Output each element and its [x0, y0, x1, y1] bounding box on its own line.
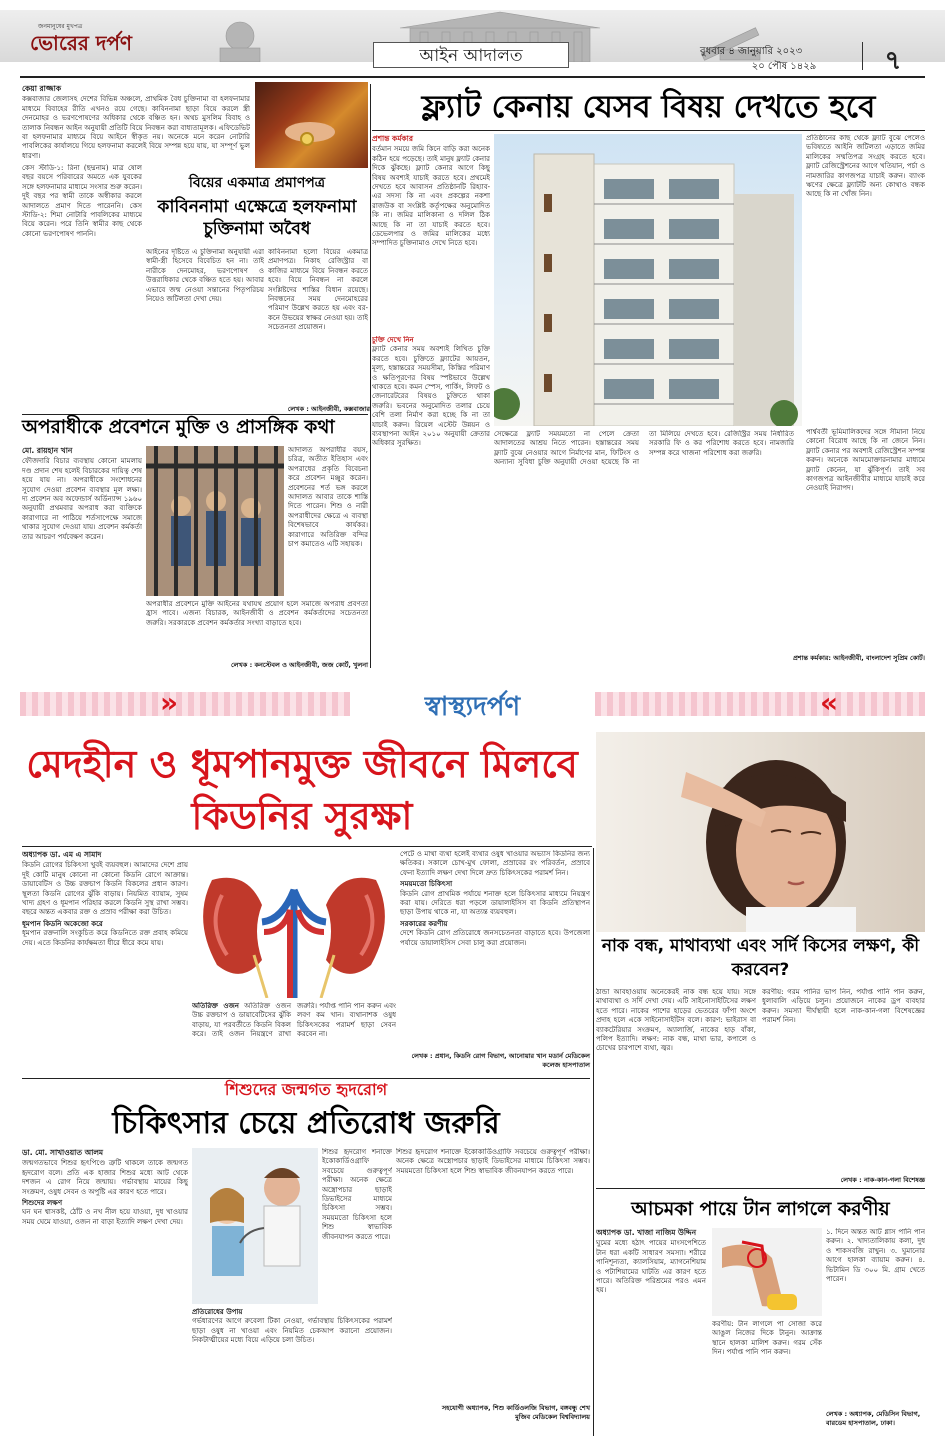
masthead [0, 0, 945, 84]
apartment-building-drawing [494, 134, 802, 426]
kabin-col-1 [22, 84, 250, 162]
kidney-text-4: পেটে ও মাথা ব্যথা হলেই ব্যথার ওষুধ খাওয়ার অভ্যাস কিডনির জন্য ক্ষতিকর। সকালে চোখ-মুখ ফোলা, প্রস্রাবের রং পরিবর্তন, প্রস্রাবে ফেনা ইত্যাদি লক্ষণ দেখা দিলে দ্রুত চিকিৎসকের পরামর্শ নিন। [400, 850, 590, 877]
kidney-drawing [192, 850, 396, 998]
flat-col-5 [806, 428, 925, 648]
kabin-col-3 [146, 248, 264, 412]
kabin-author: লেখক : আইনজীবী, কক্সবাজার [287, 405, 370, 413]
heart-sub-2: প্রতিরোধের উপায় [192, 1308, 243, 1316]
date-divider [862, 42, 863, 70]
kidney-text-2: ধূমপান রক্তনালি সংকুচিত করে কিডনিতে রক্ত প্রবাহ কমিয়ে দেয়। এতে কিডনির কার্যক্ষমতা ধীরে ধীরে কমে যায়। [22, 929, 188, 947]
banner-left-strip [20, 692, 350, 716]
heart-author: সহযোগী অধ্যাপক, শিশু কার্ডিওলজি বিভাগ, বঙ্গবন্ধু শেখ মুজিব মেডিকেল বিশ্ববিদ্যালয় [441, 1404, 590, 1421]
kidney-sub-2: অতিরিক্ত ওজন [192, 1002, 239, 1010]
heart-col-2 [322, 1148, 392, 1304]
flat-col-1 [372, 134, 490, 334]
vertical-divider-mid [593, 848, 594, 1436]
offender-text-1: ফৌজদারি বিচার ব্যবস্থায় কোনো মামলায় দণ্ড প্রদান শেষ হলেই বিচারকের দায়িত্ব শেষ হয়ে যায় না। অপরাধীকে সংশোধনের সুযোগ দেওয়া প্রবেশন ব্যবস্থার মূল লক্ষ্য। দ্য প্রবেশন অব অফেন্ডার্স অর্ডিন্যান্স ১৯৬০ অনুযায়ী প্রথমবার অপরাধ করা ব্যক্তিকে কারাগারে না পাঠিয়ে শর্তসাপেক্ষে সমাজে থাকার সুযোগ দেওয়া যায়। প্রবেশন কর্মকর্তা তার আচরণ পর্যবেক্ষণ করেন। [22, 457, 142, 541]
offender-text-2: আদালত অপরাধীর বয়স, চরিত্র, অতীত ইতিহাস এবং অপরাধের প্রকৃতি বিবেচনা করে প্রবেশন মঞ্জুর করেন। প্রবেশনের শর্ত ভঙ্গ করলে আদালত আবার তাকে শাস্তি দিতে পারেন। শিশু ও নারী অপরাধীদের ক্ষেত্রে এ ব্যবস্থা বিশেষভাবে কার্যকর। কারাগারে অতিরিক্ত বন্দির চাপ কমাতেও এটি সহায়ক। [288, 446, 368, 549]
masthead-tagline: জনমানুষের মুখপত্র [38, 23, 83, 30]
flat-text-1: বর্তমান সময়ে জমি কিনে বাড়ি করা অনেক কঠিন হয়ে পড়েছে। তাই মানুষ ফ্ল্যাট কেনার দিকে ঝুঁকছে। ফ্ল্যাট কেনার আগে কিছু বিষয় অবশ্যই যাচাই করতে হবে। প্রথমেই দেখতে হবে আবাসন প্রতিষ্ঠানটি রিহ্যাব-এর সদস্য কি না এবং প্রকল্পের নকশা রাজউক বা সংশ্লিষ্ট কর্তৃপক্ষের অনুমোদিত কি না। জমির মালিকানা ও দলিল ঠিক আছে কি না তা যাচাই করতে হবে। ডেভেলপার ও জমির মালিকের মধ্যে সম্পাদিত চুক্তিনামাও দেখে নিতে হবে। [372, 145, 490, 248]
kabin-col-4 [268, 248, 368, 403]
heart-col-1 [22, 1148, 188, 1438]
woman-headache-drawing [596, 732, 925, 932]
apartment-building-photo [494, 134, 802, 426]
kabin-kicker: বিয়ের একমাত্র প্রমাণপত্র [188, 175, 326, 191]
kidney-col-1 [22, 850, 188, 1076]
kidney-sub-1: ধূমপান কিডনি অকেজো করে [22, 919, 103, 928]
cramp-col-2 [712, 1320, 822, 1438]
kidney-illustration [192, 850, 396, 998]
wedding-photo [255, 82, 368, 168]
flat-col-3 [494, 430, 794, 656]
doctor-child-drawing [192, 1148, 318, 1304]
kabin-text-1: কক্সবাজার জেলাসহ দেশের বিভিন্ন অঞ্চলে, প্রাথমিক বৈধ চুক্তিনামা বা হলফনামার মাধ্যমে বিবাহের রীতি এখনও রয়ে গেছে। কাবিননামা ছাড়া বিয়ে করলে স্ত্রী দেনমোহর ও ভরণপোষণের অধিকার থেকে বঞ্চিত হন। অথচ মুসলিম বিবাহ ও তালাক নিবন্ধন আইন অনুযায়ী প্রতিটি বিয়ে নিবন্ধন করা বাধ্যতামূলক। এফিডেভিট বা হলফনামার মাধ্যমে বিয়ে আইনে স্বীকৃত নয়। অনেকে মনে করেন নোটারি পাবলিকের কার্যালয়ে গিয়ে হলফনামা করলেই বিয়ে সম্পন্ন হয়ে যায়, যা সম্পূর্ণ ভুল ধারণা। [22, 95, 250, 160]
heart-col-3 [192, 1308, 392, 1436]
cold-text-3: করণীয়: গরম পানির ভাপ নিন, পর্যাপ্ত পানি পান করুন, ধুলাবালি এড়িয়ে চলুন। প্রয়োজনে নাকের ড্রপ ব্যবহার করুন। সমস্যা দীর্ঘস্থায়ী হলে নাক-কান-গলা বিশেষজ্ঞের পরামর্শ নিন। [762, 988, 925, 1025]
cold-text-2: কারণ: ভাইরাস বা ব্যাকটেরিয়ার সংক্রমণ, অ্যালার্জি, নাকের হাড় বাঁকা, পলিপ ইত্যাদি। লক্ষণ: নাক বন্ধ, মাথা ভার, কপালে ও চোখের চারপাশে ব্যথা, জ্বর। [596, 1016, 756, 1053]
kidney-text-3: অতিরিক্ত ওজন উচ্চ রক্তচাপ ও ডায়াবেটিসের ঝুঁকি বাড়ায়, যা পরবর্তীতে কিডনি বিকল করে। তাই ওজন নিয়ন্ত্রণে রাখা জরুরি। পর্যাপ্ত পানি পান করুন এবং লবণ কম খান। ব্যথানাশক ওষুধ চিকিৎসকের পরামর্শ ছাড়া সেবন করবেন না। [192, 1002, 396, 1039]
heart-col-4 [396, 1148, 590, 1398]
cold-col-1 [596, 988, 756, 1182]
kabin-text-4: কাবিননামা হলো বিয়ের একমাত্র প্রমাণপত্র। নিকাহ রেজিস্ট্রার বা কাজির মাধ্যমে বিয়ে নিবন্ধন করতে হবে। বিয়ে নিবন্ধন না করলে সংশ্লিষ্টদের শাস্তির বিধান রয়েছে। নিবন্ধনের সময় দেনমোহরের পরিমাণ উল্লেখ করতে হয় এবং বর-কনে উভয়ের স্বাক্ষর নেওয়া হয়। তাই সচেতনতা প্রয়োজন। [268, 248, 368, 332]
prison-illustration [146, 446, 284, 596]
heart-byline: ডা. মো. সাখাওয়াত আলম [22, 1148, 104, 1157]
cold-headline: নাক বন্ধ, মাথাব্যথা এবং সর্দি কিসের লক্ষণ, কী করবেন? [601, 936, 920, 980]
cramp-text-1: ঘুমের মধ্যে হঠাৎ পায়ের মাংসপেশিতে টান ধরা একটি সাধারণ সমস্যা। শরীরে পানিশূন্যতা, ক্যালসিয়াম, ম্যাগনেশিয়াম ও পটাশিয়ামের ঘাটতি এর কারণ হতে পারে। অতিরিক্ত পরিশ্রমের পরও এমন হয়। [596, 1239, 706, 1295]
flat-col-2 [372, 336, 490, 656]
kidney-headline: মেদহীন ও ধূমপানমুক্ত জীবনে মিলবে কিডনির সুরক্ষা [26, 742, 578, 838]
cramp-top-rule [596, 1188, 925, 1189]
flat-byline: প্রশান্ত কর্মকার [372, 134, 413, 143]
flat-text-2: ফ্ল্যাট কেনার সময় অবশ্যই লিখিত চুক্তি করতে হবে। চুক্তিতে ফ্ল্যাটের আয়তন, মূল্য, হস্তান্তরের সময়সীমা, কিস্তির পরিমাণ ও ক্ষতিপূরণের বিষয় স্পষ্টভাবে উল্লেখ থাকতে হবে। কমন স্পেস, পার্কিং, লিফট ও জেনারেটরের বিষয়ও চুক্তিতে থাকা জরুরি। ভবনের অনুমোদিত তলার চেয়ে বেশি তলা নির্মাণ করা হচ্ছে কি না তা যাচাই করুন। রিয়েল এস্টেট উন্নয়ন ও ব্যবস্থাপনা আইন ২০১০ অনুযায়ী ক্রেতার অধিকার সুরক্ষিত। [372, 345, 490, 448]
date-line-1: বুধবার ৪ জানুয়ারি ২০২৩ [700, 46, 803, 57]
chevron-left-icon: » [160, 686, 179, 719]
heart-sub-1: শিশুদের লক্ষণ [22, 1199, 63, 1208]
masthead-rule [20, 76, 925, 78]
kabin-headline: কাবিননামা এক্ষেত্রে হলফনামা চুক্তিনামা অবৈধ [157, 197, 357, 239]
vertical-divider-top [370, 84, 371, 668]
cramp-author: লেখক : অধ্যাপক, মেডিসিন বিভাগ, বারডেম হাসপাতাল, ঢাকা। [826, 1410, 921, 1427]
date-line-2: ২০ পৌষ ১৪২৯ [751, 61, 817, 72]
kidney-col-4 [400, 850, 590, 1076]
cramp-headline: আচমকা পায়ে টান লাগলে করণীয় [631, 1198, 890, 1220]
heart-text-3: গর্ভধারণের আগে রুবেলা টিকা নেওয়া, গর্ভাবস্থায় চিকিৎসকের পরামর্শ ছাড়া ওষুধ না খাওয়া এবং নিয়মিত চেকআপ করানো প্রয়োজন। নিকটাত্মীয়ের মধ্যে বিয়ে এড়িয়ে চলা উচিত। [192, 1317, 392, 1345]
cold-text-1: ঠান্ডা আবহাওয়ায় অনেকেরই নাক বন্ধ হয়ে যায়। সঙ্গে মাথাব্যথা ও সর্দি দেখা দেয়। এটি সাইনোসাইটিসের লক্ষণ হতে পারে। নাকের পাশের হাড়ের ভেতরের ফাঁপা অংশে প্রদাহ হলে একে সাইনোসাইটিস বলে। [596, 988, 756, 1025]
kidney-headline-rule [22, 846, 592, 847]
flat-author: প্রশান্ত কর্মকার: আইনজীবী, বাংলাদেশ সুপ্রিম কোর্ট। [792, 654, 925, 662]
leg-cramp-drawing [712, 1228, 822, 1316]
kidney-text-5: কিডনি রোগ প্রাথমিক পর্যায়ে শনাক্ত হলে চিকিৎসার মাধ্যমে নিয়ন্ত্রণ করা যায়। দেরিতে ধরা পড়লে ডায়ালাইসিস বা কিডনি প্রতিস্থাপন ছাড়া উপায় থাকে না, যা অত্যন্ত ব্যয়বহুল। [400, 889, 590, 917]
flat-col-4 [806, 134, 925, 424]
heart-kicker: শিশুদের জন্মগত হৃদরোগ [224, 1080, 388, 1099]
offender-byline: মো. রায়হান খান [22, 446, 73, 455]
health-banner [20, 676, 925, 732]
offender-col-3 [146, 600, 368, 656]
kidney-byline: অধ্যাপক ডা. এম এ সামাদ [22, 850, 102, 859]
doctor-child-photo [192, 1148, 318, 1304]
heart-text-1: জন্মগতভাবে শিশুর হৃৎপিণ্ডে ত্রুটি থাকলে তাকে জন্মগত হৃদরোগ বলে। প্রতি এক হাজার শিশুর মধ্যে আট থেকে দশজন এ রোগ নিয়ে জন্মায়। গর্ভাবস্থায় মায়ের কিছু সংক্রমণ, ওষুধ সেবন ও অপুষ্টি এর কারণ হতে পারে। [22, 1159, 188, 1196]
health-banner-title: স্বাস্থ্যদর্পণ [424, 692, 521, 722]
kidney-text-6: দেশে কিডনি রোগ প্রতিরোধে জনসচেতনতা বাড়াতে হবে। উপজেলা পর্যায়ে ডায়ালাইসিস সেবা চালু করা প্রয়োজন। [400, 929, 590, 947]
kidney-text-1: কিডনি রোগের চিকিৎসা খুবই ব্যয়বহুল। আমাদের দেশে প্রায় দুই কোটি মানুষ কোনো না কোনো কিডনি রোগে আক্রান্ত। ডায়াবেটিস ও উচ্চ রক্তচাপ কিডনি বিকলের প্রধান কারণ। স্থূলতা কিডনি রোগের ঝুঁকি বাড়ায়। নিয়মিত ব্যায়াম, সুষম খাদ্য গ্রহণ ও ধূমপান পরিহার করলে কিডনি সুস্থ রাখা সম্ভব। বছরে অন্তত একবার রক্ত ও প্রস্রাব পরীক্ষা করা উচিত। [22, 861, 188, 917]
cramp-byline: অধ্যাপক ডা. খাজা নাজিম উদ্দিন [596, 1228, 697, 1237]
kidney-sub-4: সরকারের করণীয় [400, 919, 448, 928]
heart-top-rule [22, 1078, 590, 1079]
flat-sub-1: চুক্তি দেখে নিন [372, 336, 414, 344]
heart-text-1b: ঘন ঘন শ্বাসকষ্ট, ঠোঁট ও নখ নীল হয়ে যাওয়া, দুধ খাওয়ার সময় ঘেমে যাওয়া, ওজন না বাড়া ইত্যাদি লক্ষণ দেখা দেয়। [22, 1208, 188, 1226]
cramp-col-3 [826, 1228, 925, 1418]
kabin-text-3: আইনের দৃষ্টিতে এ চুক্তিনামা অনুযায়ী এরা স্বামী-স্ত্রী হিসেবে বিবেচিত হন না। তাই নারীকে দেনমোহর, ভরণপোষণ ও উত্তরাধিকার থেকে বঞ্চিত হতে হয়। আবার এভাবে জন্ম নেওয়া সন্তানের পিতৃপরিচয় নিয়েও জটিলতা দেখা দেয়। [146, 248, 264, 304]
section-title: আইন আদালত [419, 46, 523, 66]
offender-top-rule [22, 414, 368, 415]
cramp-text-3: ১. দিনে অন্তত আট গ্লাস পানি পান করুন। ২. খাদ্যতালিকায় কলা, দুধ ও শাকসবজি রাখুন। ৩. ঘুমানোর আগে হালকা ব্যায়াম করুন। ৪. ভিটামিন ডি ৩০০ মি. গ্রাম খেতে পারেন। [826, 1228, 925, 1284]
leg-cramp-photo [712, 1228, 822, 1316]
flat-text-4: প্রতিষ্ঠানের কাছ থেকে ফ্ল্যাট বুঝে পেলেও ভবিষ্যতে আইনি জটিলতা এড়াতে জমির মালিকের সম্মতিপত্র সংগ্রহ করতে হবে। ফ্ল্যাট রেজিস্ট্রেশনের আগে খতিয়ান, পর্চা ও নামজারির কাগজপত্র যাচাই করুন। ব্যাংক ঋণের ক্ষেত্রে ফ্ল্যাটটি অন্য কোথাও বন্ধক আছে কি না খোঁজ নিন। [806, 134, 925, 199]
kidney-author: লেখক : প্রধান, কিডনি রোগ বিভাগ, আনোয়ার খান মডার্ন মেডিকেল কলেজ হাসপাতাল [411, 1052, 590, 1069]
cold-col-2 [762, 988, 925, 1182]
heart-text-4: শিশুর হৃদরোগ শনাক্তে ইকোকার্ডিওগ্রাফি সবচেয়ে গুরুত্বপূর্ণ পরীক্ষা। অনেক ক্ষেত্রে অস্ত্রোপচার ছাড়াই ডিভাইসের মাধ্যমে চিকিৎসা সম্ভব। সময়মতো চিকিৎসা হলে শিশু স্বাভাবিক জীবনযাপন করতে পারে। [396, 1148, 590, 1175]
flat-headline-rule [372, 130, 925, 131]
flat-text-3: সেক্ষেত্রে ফ্ল্যাট সময়মতো না পেলে ক্রেতা আদালতের আশ্রয় নিতে পারেন। হস্তান্তরের সময় ফ্ল্যাট বুঝে নেওয়ার আগে নির্মাণের মান, ফিটিংস ও অন্যান্য সুবিধা চুক্তি অনুযায়ী দেওয়া হয়েছে কি না তা মিলিয়ে দেখতে হবে। রেজিস্ট্রির সময় নির্ধারিত সরকারি ফি ও কর পরিশোধ করতে হবে। নামজারি সম্পন্ন করে খাজনা পরিশোধ করা জরুরি। [494, 430, 794, 467]
banner-right-strip [595, 692, 925, 716]
flat-headline: ফ্ল্যাট কেনায় যেসব বিষয় দেখতে হবে [421, 89, 876, 125]
offender-col-2 [288, 446, 368, 596]
prison-bars-drawing [146, 446, 284, 596]
kidney-col-3 [192, 1002, 396, 1076]
cold-author: লেখক : নাক-কান-গলা বিশেষজ্ঞ [840, 1176, 925, 1184]
kabin-byline: কেয়া রাজ্জাক [22, 84, 62, 93]
page-number: ৭ [884, 46, 902, 76]
kabin-col-1b [22, 164, 142, 412]
cramp-text-2: করণীয়: টান লাগলে পা সোজা করে আঙুল নিজের দিকে টানুন। আক্রান্ত স্থানে হালকা মালিশ করুন। গরম সেঁক দিন। পর্যাপ্ত পানি পান করুন। [712, 1320, 822, 1357]
kabin-text-2: কেস স্টাডি-১: রিনা (ছদ্মনাম) মাত্র ষোল বছর বয়সে পরিবারের অমতে এক যুবকের সঙ্গে হলফনামার মাধ্যমে সংসার শুরু করেন। দুই বছর পর স্বামী তাকে অস্বীকার করলে আদালতে প্রমাণ দিতে পারেননি। কেস স্টাডি-২: শিমা নোটারি পাবলিকের মাধ্যমে বিয়ে করেন। পরে তিনি স্বামীর কাছ থেকে কোনো ভরণপোষণ পাননি। [22, 164, 142, 238]
offender-headline: অপরাধীকে প্রবেশনে মুক্তি ও প্রাসঙ্গিক কথা [22, 417, 335, 438]
offender-author: লেখক : কনস্টেবল ও আইনজীবী, জজ কোর্ট, খুলনা [231, 661, 368, 669]
flat-text-5: পার্শ্ববর্তী ভূমিমালিকদের সঙ্গে সীমানা নিয়ে কোনো বিরোধ আছে কি না জেনে নিন। ফ্ল্যাট কেনার পর অবশ্যই রেজিস্ট্রেশন সম্পন্ন করুন। অনেকে আমমোক্তারনামার মাধ্যমে ফ্ল্যাট কেনেন, যা ঝুঁকিপূর্ণ। তাই সব কাগজপত্র আইনজীবীর মাধ্যমে যাচাই করে নেওয়াই নিরাপদ। [806, 428, 925, 493]
chevron-right-icon: « [820, 686, 839, 719]
offender-text-3: অপরাধীর প্রবেশনে মুক্তি আইনের যথাযথ প্রয়োগ হলে সমাজে অপরাধ প্রবণতা হ্রাস পাবে। এজন্য বিচারক, আইনজীবী ও প্রবেশন কর্মকর্তাদের সচেতনতা জরুরি। সরকারকে প্রবেশন কর্মকর্তার সংখ্যা বাড়াতে হবে। [146, 600, 368, 627]
offender-col-1 [22, 446, 142, 666]
cramp-col-1 [596, 1228, 706, 1438]
paper-logo: ভোরের দর্পণ [30, 31, 132, 55]
heart-headline: চিকিৎসার চেয়ে প্রতিরোধ জরুরি [112, 1106, 500, 1141]
heart-text-2: শিশুর হৃদরোগ শনাক্তে ইকোকার্ডিওগ্রাফি সবচেয়ে গুরুত্বপূর্ণ পরীক্ষা। অনেক ক্ষেত্রে অস্ত্রোপচার ছাড়াই ডিভাইসের মাধ্যমে চিকিৎসা সম্ভব। সময়মতো চিকিৎসা হলে শিশু স্বাভাবিক জীবনযাপন করতে পারে। [322, 1148, 392, 1241]
kidney-sub-3: সময়মতো চিকিৎসা [400, 880, 453, 889]
woman-headache-photo [596, 732, 925, 932]
